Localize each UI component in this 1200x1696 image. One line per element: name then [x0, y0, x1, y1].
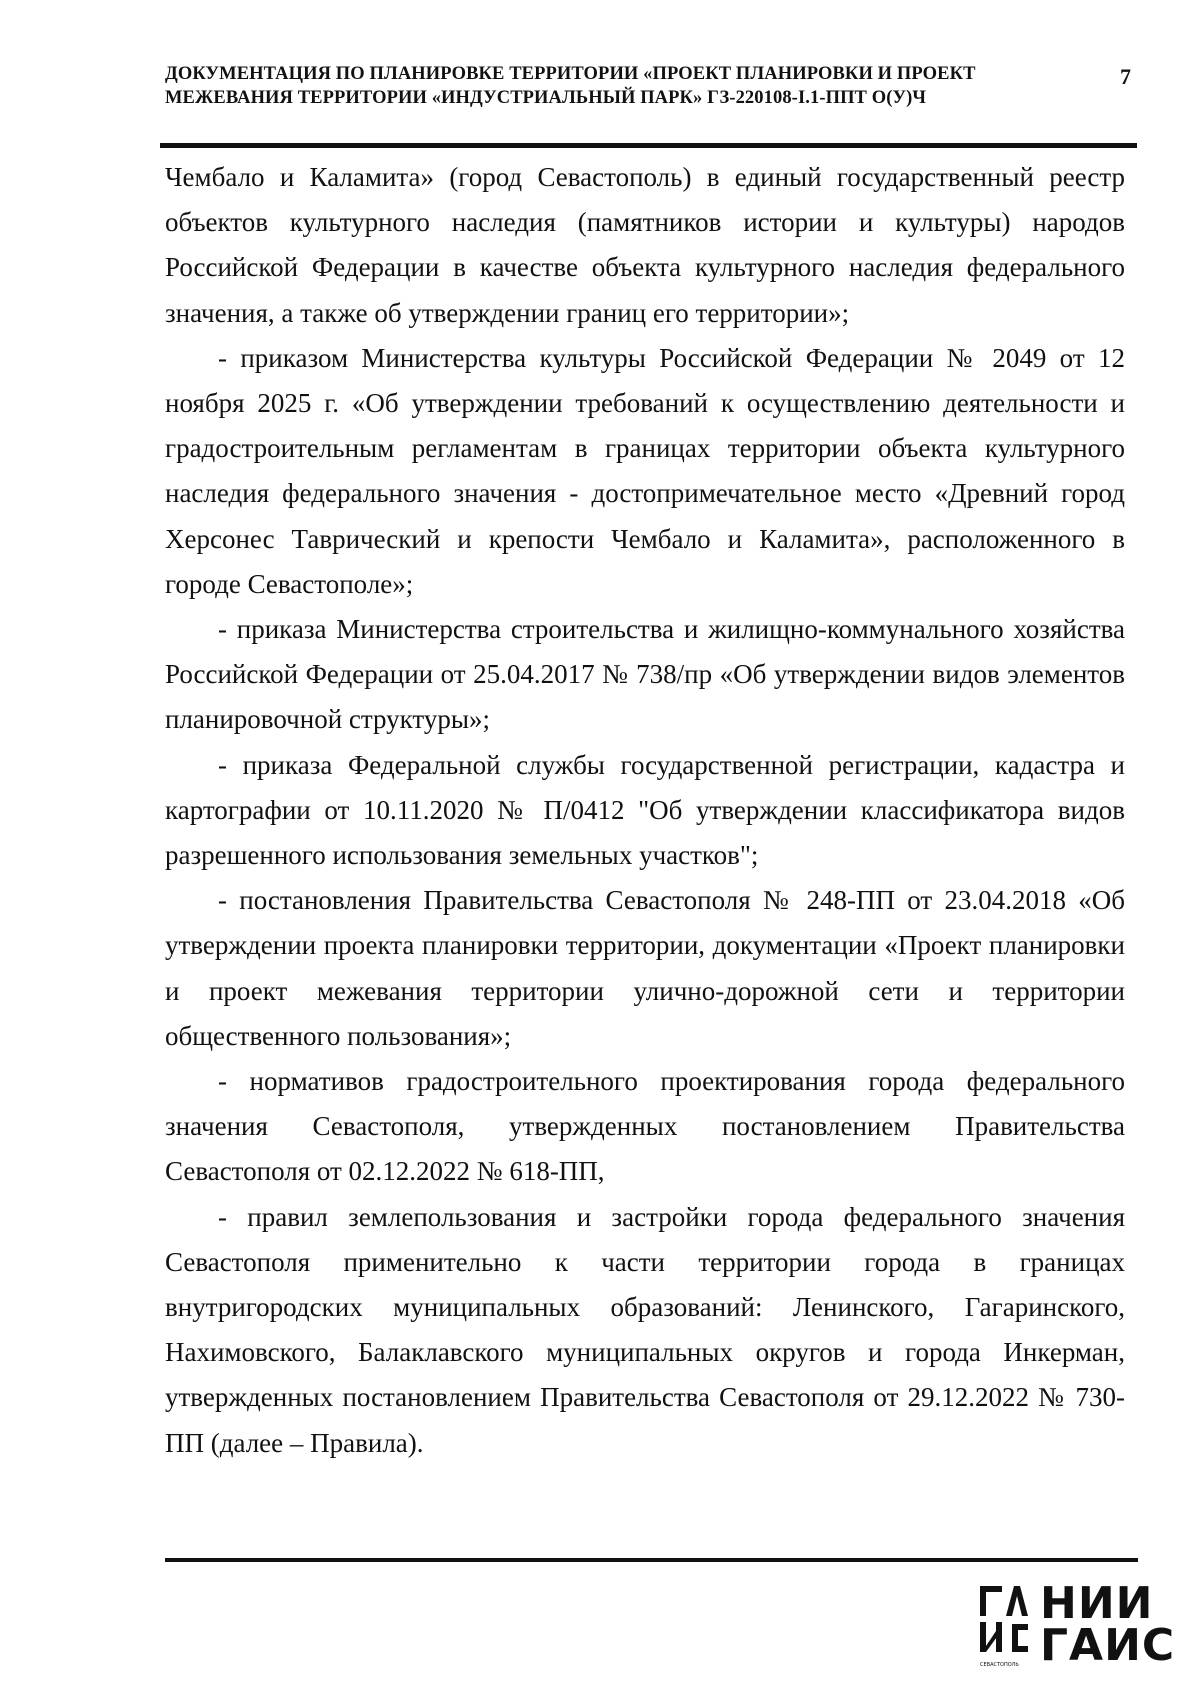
page-number: 7: [1120, 64, 1131, 89]
header-divider: [160, 143, 1137, 148]
logo-text-line-2: ГАИС: [1040, 1620, 1176, 1671]
logo-text-line-1: НИИ: [1040, 1578, 1154, 1629]
niigais-logo: [978, 1578, 1176, 1673]
paragraph-list-item: - постановления Правительства Севастополя № 248-ПП от 23.04.2018 «Об утверждении проекта планировки территории, документации «Проект планировки и проект межевания территории улично-дорожной сети и территории общественного пользования»;: [165, 885, 1125, 1051]
header-line-2: МЕЖЕВАНИЯ ТЕРРИТОРИИ «ИНДУСТРИАЛЬНЫЙ ПАРК» ГЗ-220108-I.1-ППТ О(У)Ч: [165, 88, 927, 108]
logo-mark-caption: СЕВАСТОПОЛЬ: [980, 1662, 1019, 1668]
document-body: [165, 155, 1125, 1466]
paragraph-list-item: - нормативов градостроительного проектирования города федерального значения Севастополя, утвержденных постановлением Правительства Севастополя от 02.12.2022 № 618-ПП,: [165, 1066, 1125, 1187]
document-header: [165, 62, 1065, 110]
paragraph-continuation: Чембало и Каламита» (город Севастополь) в единый государственный реестр объектов культурного наследия (памятников истории и культуры) народов Российской Федерации в качестве объекта культурного наследия федерального значения, а также об утверждении границ его территории»;: [165, 162, 1125, 328]
paragraph-list-item: - приказом Министерства культуры Российской Федерации № 2049 от 12 ноября 2025 г. «Об утверждении требований к осуществлению деятельности и градостроительным регламентам в границах территории объекта культурного наследия федерального значения - достопримечательное место «Древний город Херсонес Таврический и крепости Чембало и Каламита», расположенного в городе Севастополе»;: [165, 342, 1125, 599]
logo-mark-icon: [978, 1578, 1038, 1673]
paragraph-list-item: - правил землепользования и застройки города федерального значения Севастополя применительно к части территории города в границах внутригородских муниципальных образований: Ленинского, Гагаринского, Нахимовского, Балаклавского муниципальных округов и города Инкерман, утвержденных постановлением Правительства Севастополя от 29.12.2022 № 730-ПП (далее – Правила).: [165, 1201, 1125, 1458]
paragraph-list-item: - приказа Министерства строительства и жилищно-коммунального хозяйства Российской Федерации от 25.04.2017 № 738/пр «Об утверждении видов элементов планировочной структуры»;: [165, 614, 1125, 735]
header-line-1: ДОКУМЕНТАЦИЯ ПО ПЛАНИРОВКЕ ТЕРРИТОРИИ «ПРОЕКТ ПЛАНИРОВКИ И ПРОЕКТ: [165, 64, 976, 84]
footer-divider: [165, 1558, 1138, 1562]
paragraph-list-item: - приказа Федеральной службы государственной регистрации, кадастра и картографии от 10.11.2020 № П/0412 "Об утверждении классификатора видов разрешенного использования земельных участков";: [165, 749, 1125, 871]
